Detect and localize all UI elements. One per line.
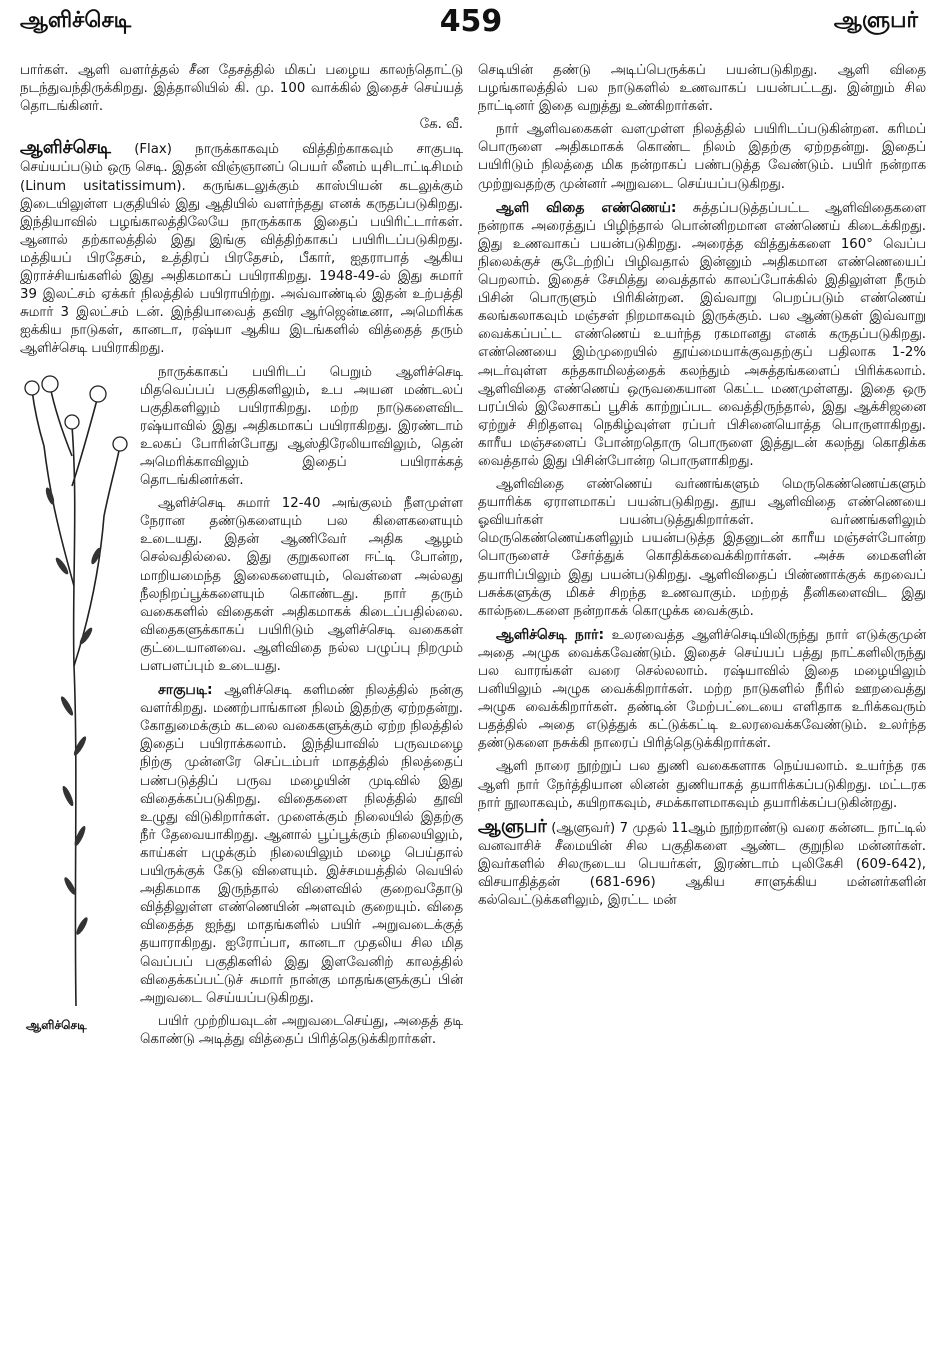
entry-alupar: ஆளுபர் (ஆளுவர்) 7 முதல் 11ஆம் நூற்றாண்டு வரை கன்னட நாட்டில் வனவாசிச் சீமையின் சில பகுதிகளை ஆண்ட குறுநில மன்னர்கள். இவர்களில் சிலருடைய பெயர்கள், இரண்டாம் புலிகேசி (609-642), விசயாதித்தன் (681-696) ஆகிய சாளுக்கிய மன்னர்களின் கல்வெட்டுக்களிலும், இரட்ட மன் [478, 815, 926, 909]
paragraph: ஆளிச்செடி சுமார் 12-40 அங்குலம் நீளமுள்ள நேரான தண்டுகளையும் பல கிளைகளையும் உடையது. இதன் ஆணிவேர் அதிக ஆழம் செல்வதில்லை. இது குறுகலான ஈட்டி போன்ற, மாறியமைந்த இலைகளையும், வெள்ளை அல்லது நீலநிறப்பூக்களையும் கொண்டது. நார் தரும் வகைகளில் விதைகள் அதிகமாகக் கிடைப்பதில்லை. விதைகளுக்காகப் பயிரிடும் ஆளிச்செடி வகைகள் குட்டையானவை. ஆளிவிதை நல்ல பழுப்பு நிறமும் பளபளப்பும் உடையது. [140, 496, 463, 674]
paragraph: நாருக்காகப் பயிரிடப் பெறும் ஆளிச்செடி மிதவெப்பப் பகுதிகளிலும், உப அயன மண்டலப் பகுதிகளிலும் பயிராகிறது. மற்ற நாடுகளைவிட ரஷ்யாவில் இது அதிகமாகப் பயிராகிறது. இரண்டாம் உலகப் போரின்போது ஆஸ்திரேலியாவிலும், தென் அமெரிக்காவிலும் இதைப் பயிராக்கத் தொடங்கினர்கள். [140, 364, 463, 489]
flax-fiber-section: ஆளிச்செடி நார்: உலரவைத்த ஆளிச்செடியிலிருந்து நார் எடுக்குமுன் அதை அழுக வைக்கவேண்டும். இதைச் செய்யப் பத்து நாட்களிலிருந்து பல வாரங்கள் வரை செல்லலாம். ரஷ்யாவில் இதை மழையிலும் பனியிலும் அழுக வைக்கிறார்கள். மற்ற நாடுகளில் நீரில் ஊறவைத்து அழுக வைக்கிறார்கள். தண்டின் மேற்பட்டையை எளிதாக உரிக்கவரும் பதத்தில் அதை எடுத்துக் கட்டுக்கட்டி உலரவைக்கவேண்டும். உலர்ந்த தண்டுகளை நசுக்கி நாரைப் பிரித்தெடுக்கிறார்கள். [478, 626, 926, 752]
paragraph: செடியின் தண்டு அடிப்பெருக்கப் பயன்படுகிறது. ஆளி விதை பழங்காலத்தில் பல நாடுகளில் உணவாகப் பயன்பட்டது. இன்றும் சில நாட்டினர் இதை வறுத்து உண்கிறார்கள். [478, 63, 926, 115]
figure-caption: ஆளிச்செடி [26, 1018, 87, 1033]
section-heading: ஆளி விதை எண்ணெய்: [496, 199, 677, 216]
left-column [20, 62, 463, 1352]
latin-name: (Flax) [134, 142, 172, 158]
paragraph: ஆளி நாரை நூற்றுப் பல துணி வகைகளாக நெய்யலாம். உயர்ந்த ரக ஆளி நார் நேர்த்தியான லினன் துணியாகத் தயாரிக்கப்படுகிறது. மட்டரக நார் நூலாகவும், கயிறாகவும், சமக்காளமாகவும் தயாரிக்கப்படுகின்றது. [478, 759, 926, 811]
right-column [478, 62, 926, 1352]
header-right-title: ஆளுபர் [833, 8, 918, 33]
page-number: 459 [439, 4, 503, 39]
paragraph: பார்கள். ஆளி வளர்த்தல் சீன தேசத்தில் மிகப் பழைய காலந்தொட்டு நடந்துவந்திருக்கிறது. இத்தாலியில் கி. மு. 100 வாக்கில் இதைச் செய்யத் தொடங்கினர். கே. வீ. [20, 62, 463, 134]
section-heading: சாகுபடி: [158, 682, 213, 699]
author-signature: கே. வீ. [419, 117, 463, 133]
cultivation-section: சாகுபடி: ஆளிச்செடி களிமண் நிலத்தில் நன்கு வளர்கிறது. மணற்பாங்கான நிலம் இதற்கு ஏற்றதன்று. கோதுமைக்கும் கடலை வகைகளுக்கும் ஏற்ற நிலத்தில் இதைப் பயிராக்கலாம். இந்தியாவில் பருவமழை நிற்கு முன்னரே செப்டம்பர் மாதத்தில் நிலத்தைப் பண்படுத்திப் பருவ மழையின் முடிவில் இது விதைக்கப்படுகிறது. விதைகளை நிலத்தில் தூவி உழுது விடுகிறார்கள். முளைக்கும் நிலையில் இதற்கு நீர் தேவையாகிறது. ஆனால் பூப்பூக்கும் நிலையிலும், காய்கள் பழுக்கும் நிலையிலும் மழை பெய்தால் பயிருக்குக் கேடு விளையும். இச்சமயத்தில் வெயில் அதிகமாக இருந்தால் விளைவில் குறைவதோடு வித்திலுள்ள எண்ணெயின் அளவும் குறையும். விதை விதைத்த ஐந்து மாதங்களில் பயிர் அறுவடைக்குத் தயாராகிறது. ஐரோப்பா, கானடா முதலிய சில மித வெப்பப் பகுதிகளில் இது இளவேனிற் காலத்தில் விதைக்கப்பட்டுச் சுமார் நான்கு மாதங்களுக்குப் பின் அறுவடை செய்யப்படுகிறது. [140, 682, 463, 1006]
paragraph: ஆளிவிதை எண்ணெய் வர்ணங்களும் மெருகெண்ணெய்களும் தயாரிக்க ஏராளமாகப் பயன்படுகிறது. தூய ஆளிவிதை எண்ணெயை ஓவியர்கள் பயன்படுத்துகிறார்கள். வர்ணங்களிலும் மெருகெண்ணெய்களிலும் பயன்படுத்த இதனுடன் காரீய மஞ்சள்போன்ற பொருளைச் சேர்த்துக் கொதிக்கவைக்கிறார்கள். அச்சு மைகளின் தயாரிப்பிலும் இது பயன்படுகிறது. ஆளிவிதைப் பிண்ணாக்குக் கறவைப் பசுக்களுக்கு மிகச் சிறந்த உணவாகும். மற்றத் தீனிகளைவிட இது கால்நடைகளை நன்றாகக் கொழுக்க வைக்கும். [478, 477, 926, 619]
flax-plant-icon [20, 366, 130, 1016]
linseed-oil-section: ஆளி விதை எண்ணெய்: சுத்தப்படுத்தப்பட்ட ஆளிவிதைகளை நன்றாக அரைத்துப் பிழிந்தால் பொன்னிறமான எண்ணெய் கிடைக்கிறது. இது உணவாகப் பயன்படுகிறது. அரைத்த வித்துக்களை 160° வெப்ப நிலைக்குச் சூடேற்றிப் பிழிவதால் இன்னும் அதிகமான எண்ணெயைப் பெறலாம். இதைச் சேமித்து வைத்தால் காலப்போக்கில் இதிலுள்ள நீரும் பிசின் பொருளும் பிரிகின்றன. இவ்வாறு பெறப்படும் எண்ணெய் கலங்கலாகவும் மஞ்சள் நிறமாகவும் இருக்கும். பல ஆண்டுகள் இவ்வாறு வைக்கப்பட்ட எண்ணெய் உயர்ந்த ரகமானது எனக் கருதப்படுகிறது. எண்ணெயை இம்முறையில் தூய்மையாக்குவதற்குப் பதிலாக 1-2% அடர்வுள்ள கந்தகாமிலத்தைக் கலந்தும் அசுத்தங்களைப் பிரிக்கலாம். ஆளிவிதை எண்ணெய் ஒருவகையான கெட்ட மணமுள்ளது. இதை ஒரு பரப்பில் இலேசாகப் பூசிக் காற்றுப்பட வைத்திருந்தால், இது ஆக்சிஜனை ஏற்றுச் சிறிதளவு நெகிழ்வுள்ள ரப்பர் பிசினையொத்த பொருளாகிறது. காரீய மஞ்சளைப் போன்றதொரு பொருளை இத்துடன் கலந்து கொதிக்க வைத்தால் இது பிசின்போன்ற பொருளாகிறது. [478, 199, 926, 469]
entry-headword: ஆளுபர் [478, 815, 547, 837]
entry-headword: ஆளிச்செடி [20, 137, 111, 159]
section-heading: ஆளிச்செடி நார்: [496, 626, 605, 643]
header-left-title: ஆளிச்செடி [20, 8, 132, 33]
page-header [0, 0, 942, 58]
paragraph: நார் ஆளிவகைகள் வளமுள்ள நிலத்தில் பயிரிடப்படுகின்றன. கரிமப் பொருளை அதிகமாகக் கொண்ட நிலம் இதற்கு ஏற்றதன்று. இதைப் பயிரிடும் நிலத்தை மிக நன்றாகப் பண்படுத்த வேண்டும். பயிர் நன்றாக முற்றுவதற்கு முன்னர் அறுவடை செய்யப்படுகிறது. [478, 122, 926, 192]
flax-plant-illustration [20, 366, 130, 1041]
paragraph: பயிர் முற்றியவுடன் அறுவடைசெய்து, அதைத் தடி கொண்டு அடித்து வித்தைப் பிரித்தெடுக்கிறார்கள். [140, 1013, 463, 1047]
entry-flax: ஆளிச்செடி (Flax) நாருக்காகவும் வித்திற்காகவும் சாகுபடி செய்யப்படும் ஒரு செடி. இதன் விஞ்ஞானப் பெயர் லீனம் யுசிடாட்டிசிமம் (Linum usitatissimum). கருங்கடலுக்கும் காஸ்பியன் கடலுக்கும் இடையிலுள்ள பகுதியில் இது ஆதியில் வளர்ந்தது எனக் கருதப்படுகிறது. இந்தியாவில் பழங்காலத்திலேயே நாருக்காக இதைப் பயிரிட்டார்கள். ஆனால் தற்காலத்தில் இது இங்கு வித்திற்காகப் பயிரிடப்படுகிறது. மத்தியப் பிரதேசம், உத்திரப் பிரதேசம், பீகார், ஐதராபாத் ஆகிய இராச்சியங்களில் இது அதிகமாகப் பயிராகிறது. 1948-49-ல் இது சுமார் 39 இலட்சம் ஏக்கர் நிலத்தில் பயிராயிற்று. அவ்வாண்டில் இதன் உற்பத்தி சுமார் 3 இலட்சம் டன். இந்தியாவைத் தவிர ஆர்ஜென்டீனா, அமெரிக்க ஐக்கிய நாடுகள், கானடா, ரஷ்யா ஆகிய இடங்களில் வித்தைத் தரும் ஆளிச்செடி பயிராகிறது. [20, 137, 463, 357]
